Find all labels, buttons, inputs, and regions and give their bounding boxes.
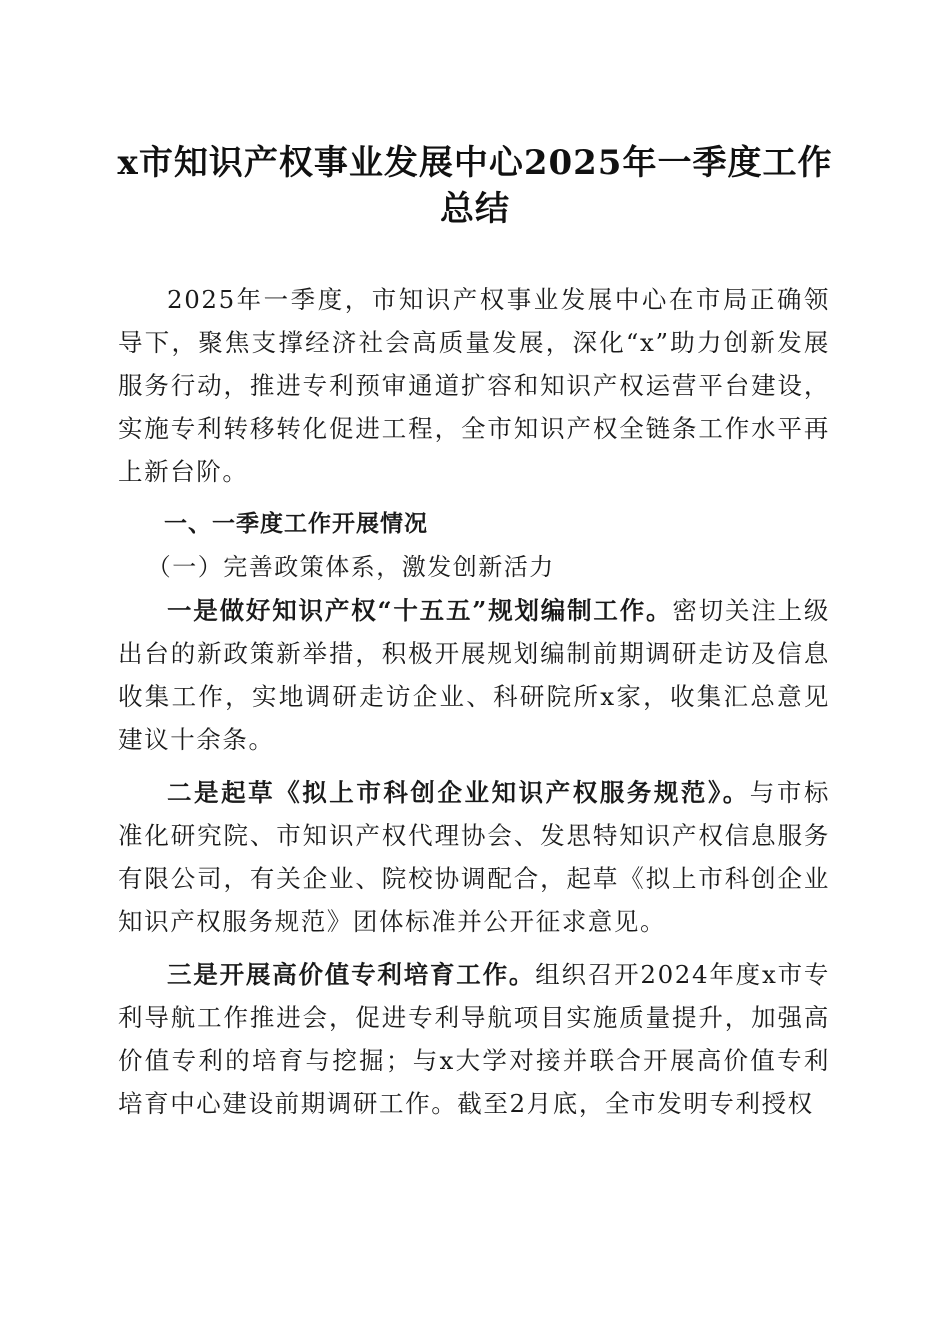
- intro-paragraph: 2025年一季度，市知识产权事业发展中心在市局正确领导下，聚焦支撑经济社会高质量发展，深化“x”助力创新发展服务行动，推进专利预审通道扩容和知识产权运营平台建设，实施专利转移转化促进工程，全市知识产权全链条工作水平再上新台阶。: [118, 285, 830, 486]
- item-lead: 一是做好知识产权“十五五”规划编制工作。: [167, 596, 673, 625]
- item-text: 组织召开2024年度x市专利导航工作推进会，促进专利导航项目实施质量提升，加强高价值专利的培育与挖掘；与x大学对接并联合开展高价值专利培育中心建设前期调研工作。截至2月底，全市发明专利授权: [118, 960, 830, 1118]
- list-item: [118, 953, 830, 1125]
- list-item: [118, 771, 830, 943]
- item-text: 与市标准化研究院、市知识产权代理协会、发思特知识产权信息服务有限公司，有关企业、院校协调配合，起草《拟上市科创企业知识产权服务规范》团体标准并公开征求意见。: [118, 778, 830, 936]
- section-heading: 一、一季度工作开展情况: [164, 511, 428, 537]
- item-lead: 二是起草《拟上市科创企业知识产权服务规范》。: [167, 778, 750, 807]
- item-lead: 三是开展高价值专利培育工作。: [167, 960, 536, 989]
- document-title: x市知识产权事业发展中心2025年一季度工作总结: [117, 143, 833, 229]
- item-text: 密切关注上级出台的新政策新举措，积极开展规划编制前期调研走访及信息收集工作，实地调研走访企业、科研院所x家，收集汇总意见建议十余条。: [118, 596, 830, 754]
- document-body: [118, 278, 830, 1125]
- subsection-heading: （一）完善政策体系，激发创新活力: [146, 553, 555, 581]
- list-item: [118, 589, 830, 761]
